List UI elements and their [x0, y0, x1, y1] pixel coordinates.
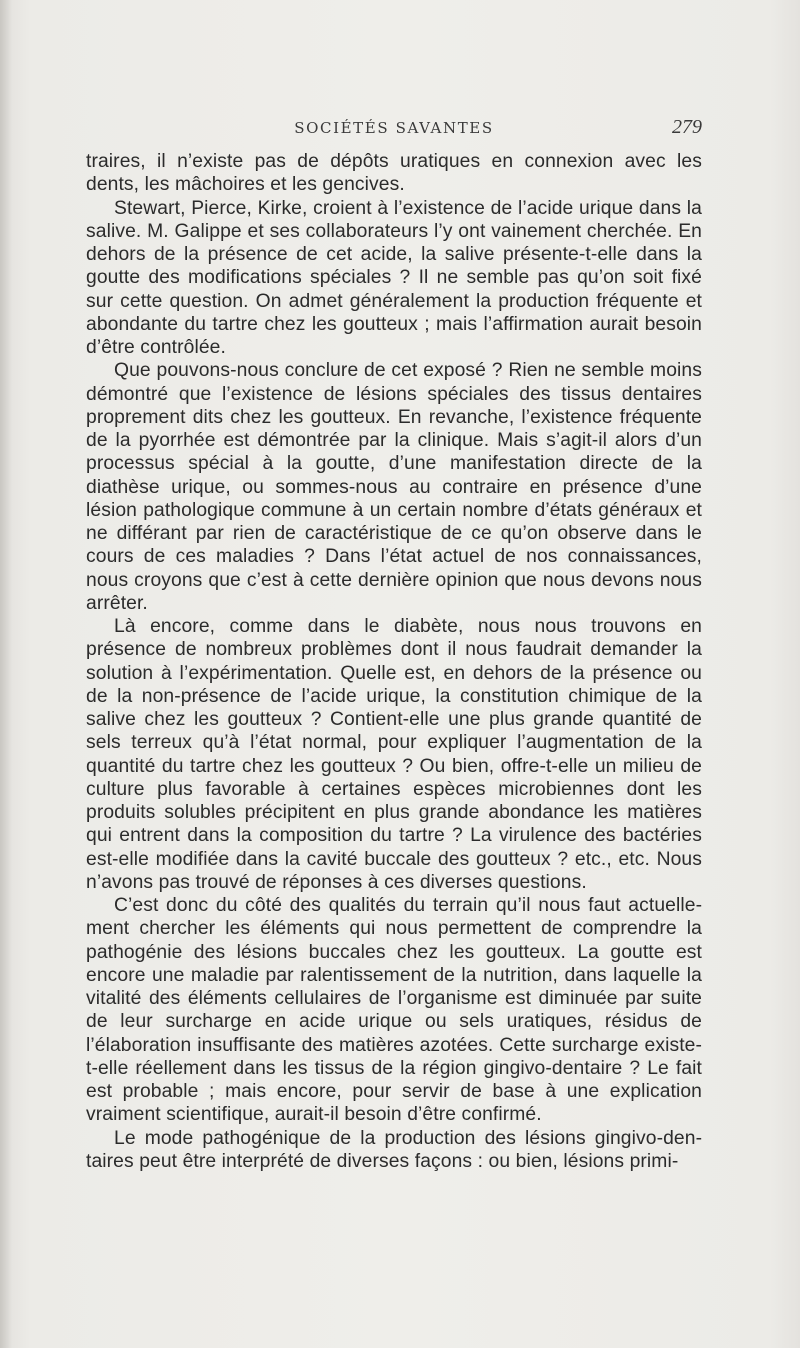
body-text — [86, 150, 702, 1173]
paragraph: Stewart, Pierce, Kirke, croient à l’existence de l’acide urique dans la salive. M. Galippe et ses collaborateurs l’y ont vainement cherchée. En dehors de la présence de cet acide, la salive présente-t-elle dans la goutte des modifications spéciales ? Il ne semble pas qu’on soit fixé sur cette question. On admet généralement la production fréquente et abondante du tartre chez les goutteux ; mais l’affirmation aurait besoin d’être contrôlée. — [86, 197, 702, 358]
page-header — [86, 116, 702, 146]
paragraph-last: Le mode pathogénique de la production des lésions gingivo-dentaires peut être interprété de diverses façons : ou bien, lésions primi- — [86, 1127, 702, 1172]
running-title: SOCIÉTÉS SAVANTES — [294, 119, 494, 137]
paragraph: C’est donc du côté des qualités du terrain qu’il nous faut actuellement chercher les éléments qui nous permettent de comprendre la pathogénie des lésions buccales chez les goutteux. La goutte est encore une maladie par ralentissement de la nutrition, dans laquelle la vitalité des éléments cellulaires de l’organisme est diminuée par suite de leur surcharge en acide urique ou sels uratiques, résidus de l’élaboration insuffisante des matières azotées. Cette surcharge existe-t-elle réellement dans les tissus de la région gingivo-dentaire ? Le fait est probable ; mais encore, pour servir de base à une explication vraiment scientifique, aurait-il besoin d’être confirmé. — [86, 895, 702, 1126]
paragraph: Que pouvons-nous conclure de cet exposé ? Rien ne semble moins démontré que l’existence de lésions spéciales des tissus dentaires proprement dits chez les goutteux. En revanche, l’existence fréquente de la pyorrhée est démontrée par la clinique. Mais s’agit-il alors d’un processus spécial à la goutte, d’une manifestation directe de la diathèse urique, ou sommes-nous au contraire en présence d’une lésion pathologique commune à un certain nombre d’états généraux et ne différant par rien de caractéristique de ce qu’on observe dans le cours de ces maladies ? Dans l’état actuel de nos connaissances, nous croyons que c’est à cette dernière opinion que nous devons nous arrêter. — [86, 360, 702, 614]
paragraph-continuation: traires, il n’existe pas de dépôts uratiques en connexion avec les dents, les mâchoires et les gencives. — [86, 151, 702, 196]
paragraph: Là encore, comme dans le diabète, nous nous trouvons en présence de nombreux problèmes dont il nous faudrait demander la solution à l’expérimentation. Quelle est, en dehors de la présence ou de la non-présence de l’acide urique, la constitution chimique de la salive chez les goutteux ? Contient-elle une plus grande quantité de sels terreux qu’à l’état normal, pour expliquer l’augmentation de la quantité du tartre chez les goutteux ? Ou bien, offre-t-elle un milieu de culture plus favorable à certaines espèces microbiennes dont les produits solubles précipitent en plus grande abondance les matières qui entrent dans la composition du tartre ? La virulence des bactéries est-elle modifiée dans la cavité buccale des goutteux ? etc., etc. Nous n’avons pas trouvé de réponses à ces diverses questions. — [86, 616, 702, 893]
page-number: 279 — [672, 116, 702, 138]
